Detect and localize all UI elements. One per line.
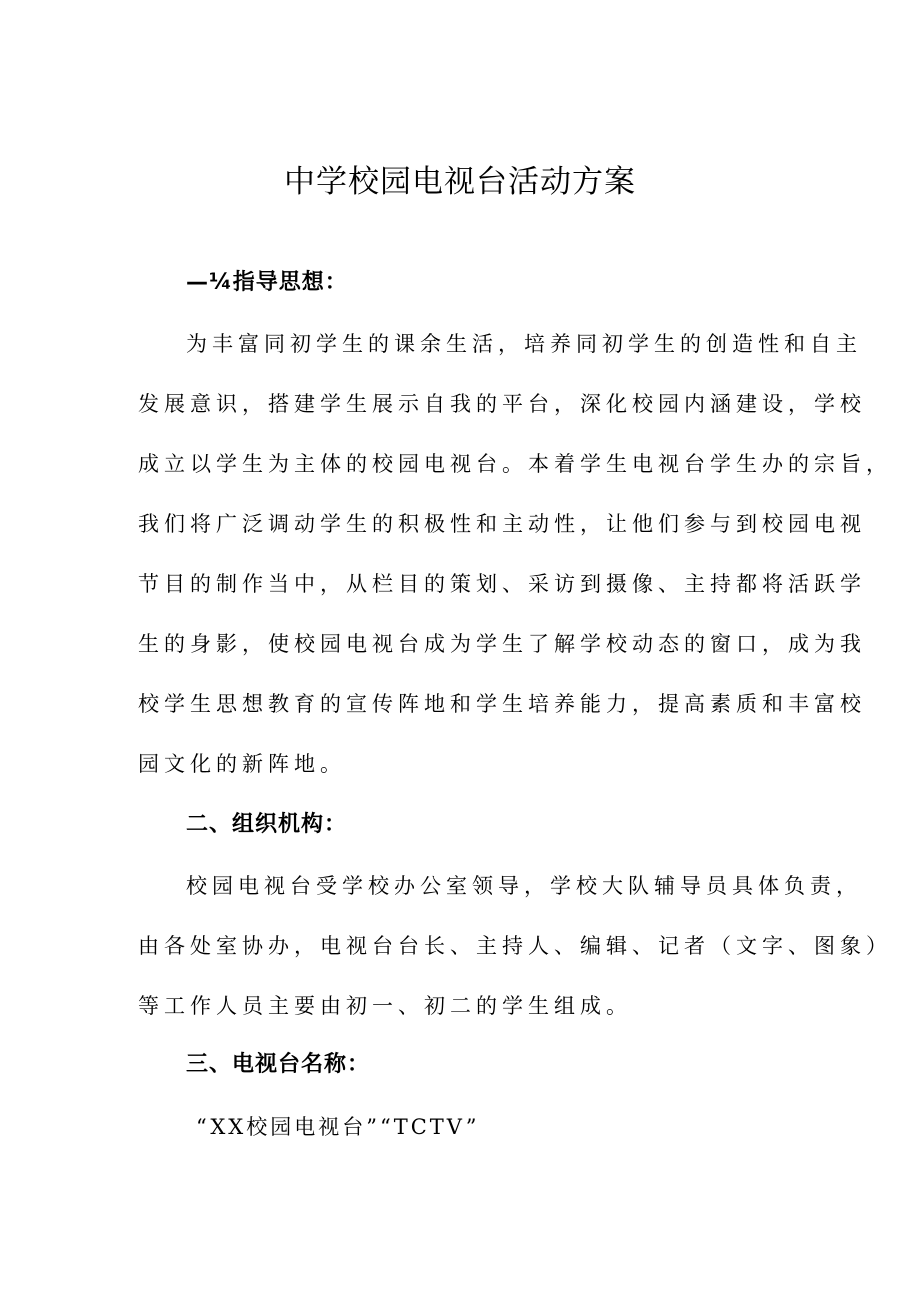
section-heading-organization: 二、组织机构： bbox=[186, 812, 348, 837]
paragraph-line: 由各处室协办，电视台台长、主持人、编辑、记者（文字、图象） bbox=[138, 934, 892, 958]
paragraph-line: 校园电视台受学校办公室领导，学校大队辅导员具体负责， bbox=[186, 874, 862, 898]
station-name-text: “XX校园电视台”“TCTV” bbox=[196, 1115, 480, 1139]
section-heading-guiding-ideology: —¼指导思想： bbox=[186, 270, 348, 295]
section-heading-station-name: 三、电视台名称： bbox=[186, 1052, 371, 1077]
paragraph-line: 成立以学生为主体的校园电视台。本着学生电视台学生办的宗旨， bbox=[138, 452, 892, 476]
section-paragraph-guiding-ideology bbox=[138, 314, 892, 794]
paragraph-line: 发展意识，搭建学生展示自我的平台，深化校园内涵建设，学校 bbox=[138, 392, 866, 416]
paragraph-line: 节目的制作当中，从栏目的策划、采访到摄像、主持都将活跃学 bbox=[138, 572, 866, 596]
paragraph-line: 我们将广泛调动学生的积极性和主动性，让他们参与到校园电视 bbox=[138, 512, 866, 536]
paragraph-line: 校学生思想教育的宣传阵地和学生培养能力，提高素质和丰富校 bbox=[138, 692, 866, 716]
paragraph-line: 生的身影，使校园电视台成为学生了解学校动态的窗口，成为我 bbox=[138, 632, 866, 656]
paragraph-line: 为丰富同初学生的课余生活，培养同初学生的创造性和自主 bbox=[186, 332, 862, 356]
section-paragraph-organization bbox=[138, 856, 892, 1036]
paragraph-line: 等工作人员主要由初一、初二的学生组成。 bbox=[138, 994, 632, 1018]
paragraph-line: 园文化的新阵地。 bbox=[138, 752, 346, 776]
document-title: 中学校园电视台活动方案 bbox=[284, 164, 636, 200]
